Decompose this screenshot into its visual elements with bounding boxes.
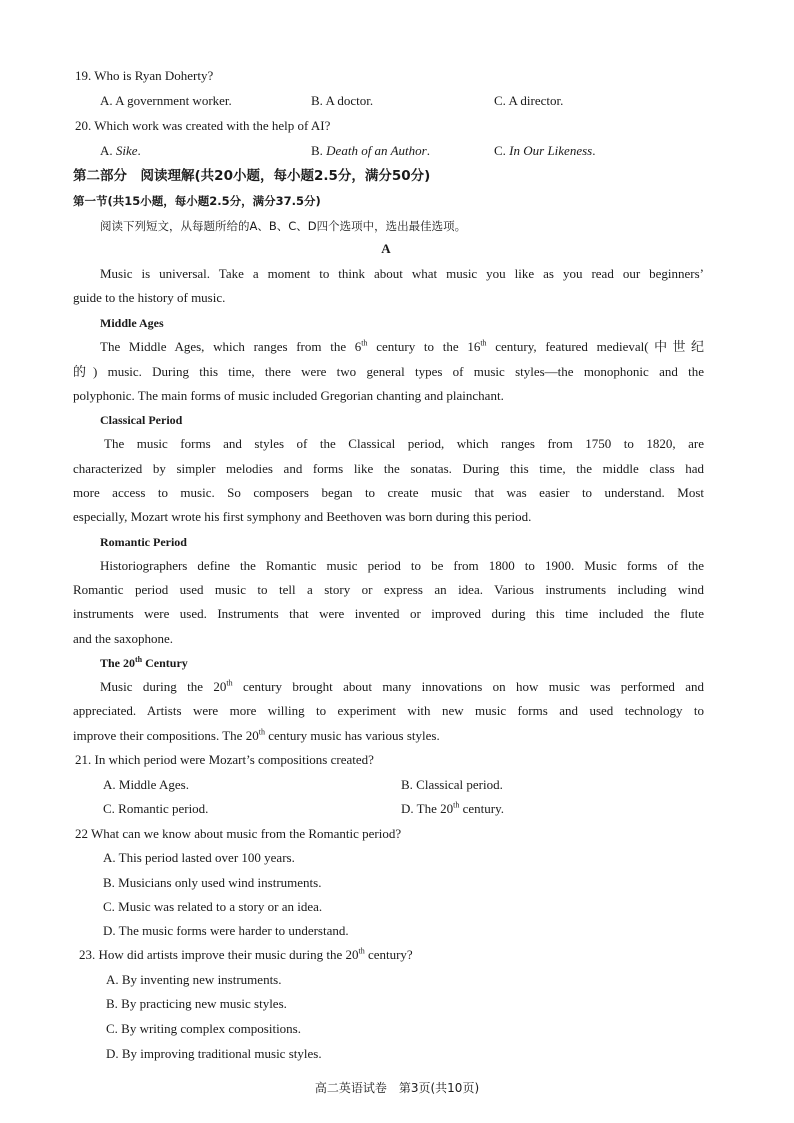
- c20-l3-sup: th: [258, 727, 265, 737]
- c20-l3-a: improve their compositions. The 20: [73, 728, 259, 743]
- romantic-line-4: and the saxophone.: [73, 631, 174, 646]
- c20-l1-a: Music during the 20: [100, 679, 227, 694]
- q20-a-title: Sike: [115, 143, 138, 158]
- ma-l1-c: century, featured medieval(中世纪: [486, 339, 704, 354]
- classical-line-1: The music forms and styles of the Classical period, which ranges from 1750 to 1820, are: [104, 436, 704, 451]
- heading-classical: Classical Period: [100, 413, 183, 427]
- c20-l3-b: century music has various styles.: [264, 728, 440, 743]
- heading-middle-ages: Middle Ages: [100, 316, 164, 330]
- page-footer: 高二英语试卷 第3页(共10页): [314, 1081, 480, 1095]
- q20-c-title: In Our Likeness: [509, 143, 593, 158]
- ma-sup-2: th: [480, 338, 487, 348]
- q20-c-letter: C.: [494, 143, 510, 158]
- q21-d-sup: th: [453, 800, 460, 810]
- question-21-stem: 21. In which period were Mozart’s compositions created?: [75, 752, 374, 767]
- heading-20th-century: [100, 655, 188, 671]
- q20-option-c: C. In Our Likeness.: [494, 143, 596, 158]
- c20-line-3: [73, 728, 440, 744]
- q23-option-c: C. By writing complex compositions.: [106, 1021, 301, 1036]
- c20-heading-b: Century: [142, 656, 188, 670]
- question-20-stem: 20. Which work was created with the help of AI?: [75, 118, 331, 133]
- q21-d-a: D. The 20: [401, 801, 454, 816]
- q22-option-b: B. Musicians only used wind instruments.: [103, 875, 322, 890]
- q22-option-c: C. Music was related to a story or an idea.: [103, 899, 323, 914]
- q21-option-c: C. Romantic period.: [103, 801, 209, 816]
- q19-option-c: C. A director.: [494, 93, 564, 108]
- q20-b-letter: B.: [311, 143, 327, 158]
- passage-letter: A: [381, 241, 391, 256]
- q19-option-b: B. A doctor.: [311, 93, 374, 108]
- heading-romantic: Romantic Period: [100, 535, 187, 549]
- instruction-text: 阅读下列短文，从每题所给的A、B、C、D四个选项中，选出最佳选项。: [100, 219, 467, 233]
- q21-option-b: B. Classical period.: [401, 777, 503, 792]
- q20-option-b: B. Death of an Author.: [311, 143, 430, 158]
- c20-line-2: appreciated. Artists were more willing to experiment with new music forms and used technology to: [73, 703, 704, 718]
- middle-ages-line-2: 的) music. During this time, there were two general types of music styles—the monophonic and the: [73, 364, 704, 379]
- question-23-stem: [79, 947, 413, 963]
- c20-line-1: [100, 679, 704, 695]
- q22-option-d: D. The music forms were harder to understand.: [103, 923, 349, 938]
- c20-l1-sup: th: [226, 678, 233, 688]
- q22-option-a: A. This period lasted over 100 years.: [103, 850, 295, 865]
- q19-option-a: A. A government worker.: [100, 93, 232, 108]
- q21-option-d: [401, 801, 504, 817]
- question-19-stem: 19. Who is Ryan Doherty?: [75, 68, 214, 83]
- ma-sup-1: th: [361, 338, 368, 348]
- q23-stem-b: century?: [364, 947, 413, 962]
- classical-line-4: especially, Mozart wrote his first symphony and Beethoven was born during this period.: [73, 509, 532, 524]
- intro-line-2: guide to the history of music.: [73, 290, 226, 305]
- q23-option-b: B. By practicing new music styles.: [106, 996, 287, 1011]
- intro-line-1: Music is universal. Take a moment to think about what music you like as you read our beginners’: [100, 266, 704, 281]
- q23-stem-sup: th: [358, 946, 365, 956]
- part2-title: 第二部分 阅读理解(共20小题，每小题2.5分，满分50分): [73, 168, 431, 184]
- q20-a-letter: A.: [100, 143, 116, 158]
- q23-option-d: D. By improving traditional music styles.: [106, 1046, 322, 1061]
- c20-heading-a: The 20: [100, 656, 136, 670]
- question-22-stem: 22 What can we know about music from the Romantic period?: [75, 826, 402, 841]
- c20-l1-b: century brought about many innovations on how music was performed and: [232, 679, 704, 694]
- middle-ages-line-1: [100, 339, 704, 355]
- classical-line-3: more access to music. So composers began to create music that was easier to understand. Most: [73, 485, 704, 500]
- c20-heading-sup: th: [135, 655, 143, 664]
- middle-ages-line-3: polyphonic. The main forms of music included Gregorian chanting and plainchant.: [73, 388, 504, 403]
- romantic-line-2: Romantic period used music to tell a story or express an idea. Various instruments including wind: [73, 582, 704, 597]
- ma-l1-b: century to the 16: [367, 339, 481, 354]
- q21-option-a: A. Middle Ages.: [103, 777, 189, 792]
- q23-stem-a: 23. How did artists improve their music during the 20: [79, 947, 359, 962]
- q21-d-b: century.: [459, 801, 504, 816]
- section1-title: 第一节(共15小题，每小题2.5分，满分37.5分): [73, 194, 321, 208]
- q20-option-a: A. Sike.: [100, 143, 141, 158]
- romantic-line-1: Historiographers define the Romantic music period to be from 1800 to 1900. Music forms of the: [100, 558, 704, 573]
- q20-b-title: Death of an Author: [326, 143, 427, 158]
- romantic-line-3: instruments were used. Instruments that were invented or improved during this time included the flute: [73, 606, 704, 621]
- classical-line-2: characterized by simpler melodies and forms like the sonatas. During this time, the middle class had: [73, 461, 704, 476]
- q23-option-a: A. By inventing new instruments.: [106, 972, 282, 987]
- ma-l1-a: The Middle Ages, which ranges from the 6: [100, 339, 362, 354]
